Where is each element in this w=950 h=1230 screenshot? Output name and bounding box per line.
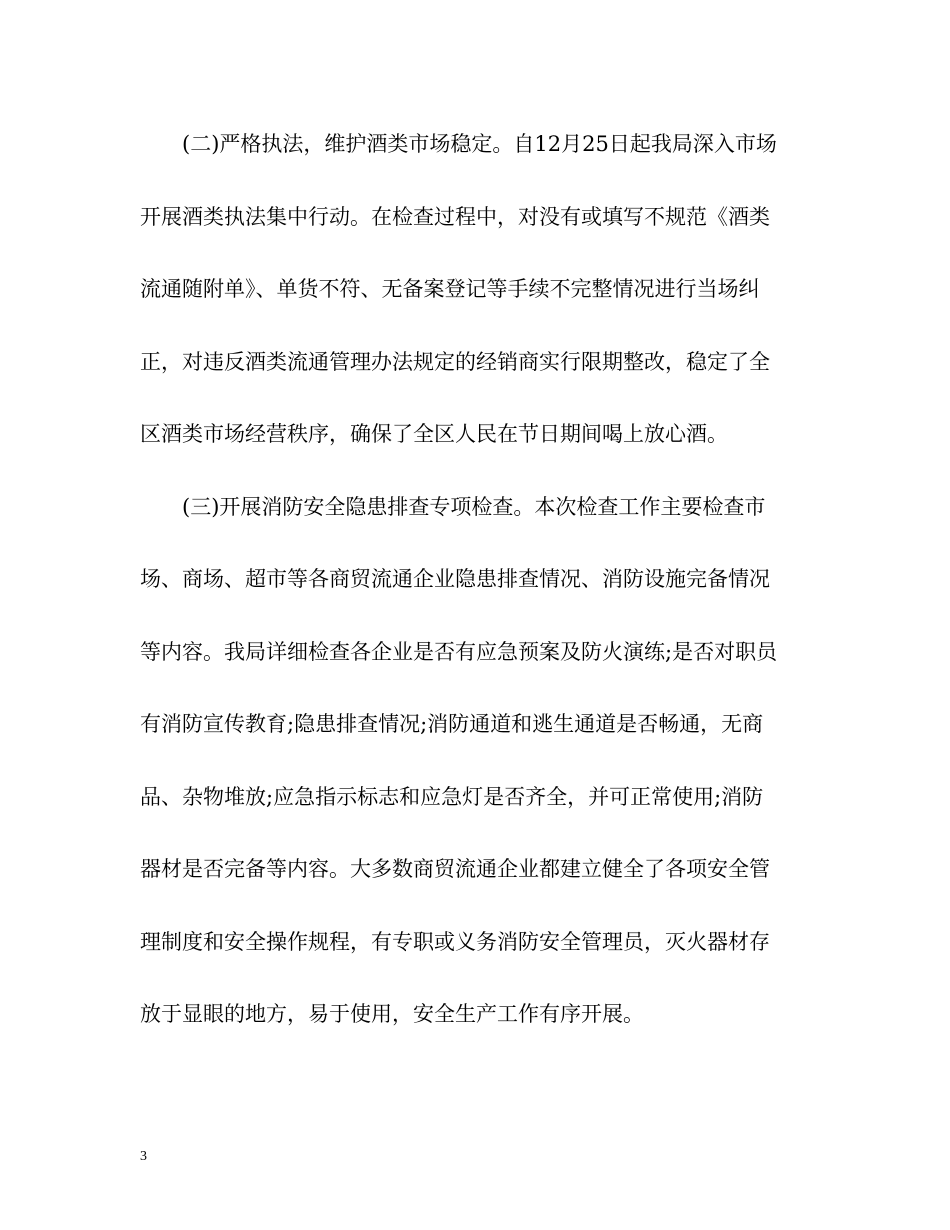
text-line: 正，对违反酒类流通管理办法规定的经销商实行限期整改，稳定了全 bbox=[140, 349, 770, 374]
paragraph-liquor-enforcement bbox=[140, 112, 812, 475]
text-line: 场、商场、超市等各商贸流通企业隐患排查情况、消防设施完备情况 bbox=[140, 567, 770, 591]
text-line: 区酒类市场经营秩序，确保了全区人民在节日期间喝上放心酒。 bbox=[140, 422, 728, 446]
text-line: (三)开展消防安全隐患排查专项检查。本次检查工作主要检查市 bbox=[140, 494, 766, 519]
document-body bbox=[140, 112, 812, 1055]
text-line: 流通随附单》、单货不符、无备案登记等手续不完整情况进行当场纠 bbox=[140, 277, 760, 301]
paragraph-fire-safety-inspection bbox=[140, 475, 812, 1055]
text-line: 品、杂物堆放;应急指示标志和应急灯是否齐全，并可正常使用;消防 bbox=[140, 784, 764, 809]
text-line: (二)严格执法，维护酒类市场稳定。自12月25日起我局深入市场 bbox=[140, 132, 777, 156]
text-line: 器材是否完备等内容。大多数商贸流通企业都建立健全了各项安全管 bbox=[140, 857, 770, 881]
text-line: 放于显眼的地方，易于使用，安全生产工作有序开展。 bbox=[140, 1002, 644, 1026]
text-line: 开展酒类执法集中行动。在检查过程中，对没有或填写不规范《酒类 bbox=[140, 204, 770, 229]
text-line: 有消防宣传教育;隐患排查情况;消防通道和逃生通道是否畅通，无商 bbox=[140, 712, 764, 736]
text-line: 等内容。我局详细检查各企业是否有应急预案及防火演练;是否对职员 bbox=[140, 639, 778, 664]
page-number: 3 bbox=[140, 1149, 147, 1164]
text-line: 理制度和安全操作规程，有专职或义务消防安全管理员，灭火器材存 bbox=[140, 929, 770, 954]
